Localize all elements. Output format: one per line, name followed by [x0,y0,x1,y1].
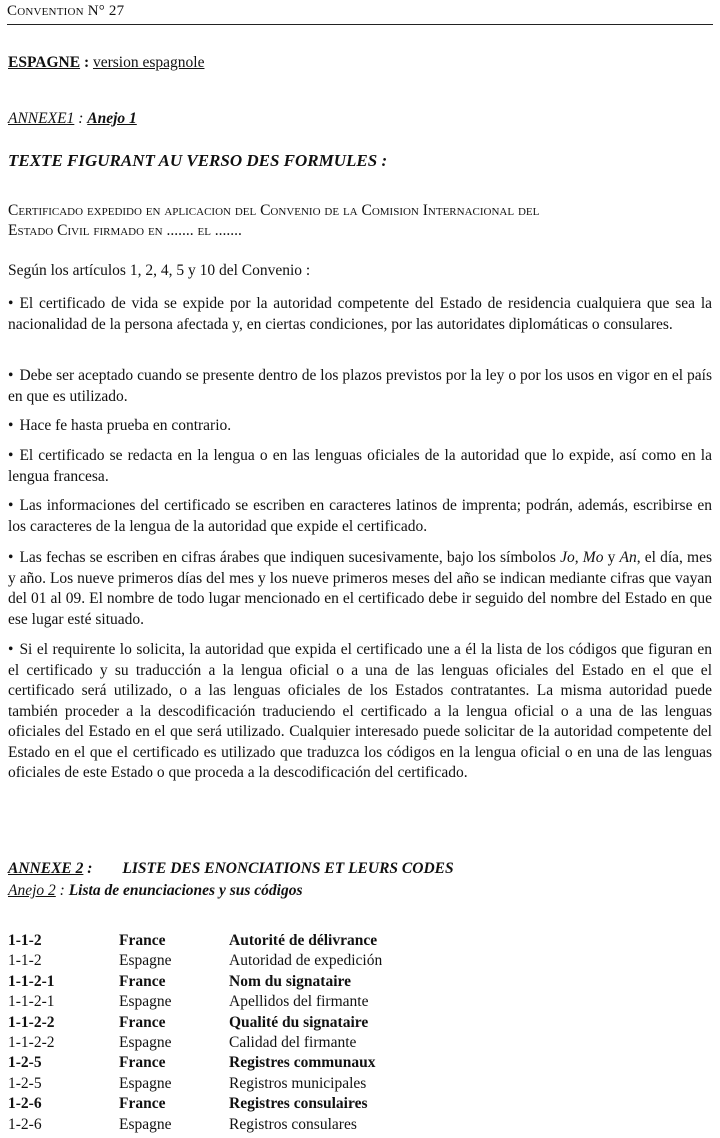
bullet-item [8,548,712,630]
bullet-text: Si el requirente lo solicita, la autoridad que expida el certificado une a él la lista de los códigos que figuran en el certificado y su traducción a la lengua oficial o a una de las lenguas oficiales del Estado en el que el certificado será utilizado, o a las lenguas oficiales de los Estados contratantes. La misma autoridad puede también proceder a la descodificación traduciendo el certificado a la lengua oficial o a una de las lenguas oficiales del Estado en el que será utilizado. Cualquier interesado puede solicitar de la autoridad competente del Estado en el que el certificado es utilizado que traduzca los códigos en la lengua oficial o en una de las lenguas oficiales de este Estado o que proceda a la descodificación del certificado. [8,641,712,781]
label-cell: Qualité du signataire [229,1013,369,1031]
country-cell: Espagne [119,993,172,1011]
section-version: version espagnole [92,54,205,71]
symbol-an: An [619,549,637,566]
annex1-spanish: Anejo 1 [87,110,137,127]
country-cell: Espagne [119,1074,172,1092]
section-separator: : [80,54,93,71]
bullet-item [8,496,712,537]
intro-text: Según los artículos 1, 2, 4, 5 y 10 del Convenio : [8,262,311,279]
code-cell: 1-1-2-2 [8,1013,55,1031]
bullet-icon: • [8,295,14,312]
annex2-spanish-title: Lista de enunciaciones y sus códigos [68,882,303,899]
bullet-icon: • [8,497,14,514]
table-row [8,973,712,993]
code-cell: 1-2-6 [8,1095,42,1113]
label-cell: Apellidos del firmante [229,993,369,1011]
country-cell: France [119,1054,166,1072]
bullet-icon: • [8,367,14,384]
bullet-icon: • [8,447,14,464]
annex2-heading [8,860,454,878]
symbol-mo: Mo [582,549,604,566]
bullet-text: Hace fe hasta prueba en contrario. [19,417,232,434]
table-row [8,1075,712,1095]
bullet-item [8,446,712,487]
label-cell: Autoridad de expedición [229,952,383,970]
annex2-title: LISTE DES ENONCIATIONS ET LEURS CODES [122,860,454,877]
label-cell: Autorité de délivrance [229,932,378,949]
table-row [8,1054,712,1074]
code-cell: 1-2-6 [8,1115,42,1133]
page-title: TEXTE FIGURANT AU VERSO DES FORMULES : [8,151,388,170]
certificate-title-line2: Estado Civil firmado en ....... el ....... [8,222,242,239]
country-cell: Espagne [119,1034,172,1051]
running-header [7,2,713,25]
country-cell: France [119,972,166,990]
code-cell: 1-1-2-1 [8,993,55,1011]
header-title: Convention N° 27 [7,3,125,19]
symbol-jo: Jo [560,549,575,566]
bullet-item [8,366,712,407]
table-row [8,993,712,1013]
table-row [8,1095,712,1115]
bullet-icon: • [8,417,14,434]
label-cell: Registres consulaires [229,1095,368,1113]
label-cell: Registres communaux [229,1054,376,1072]
label-cell: Nom du signataire [229,972,352,990]
annex1-label: ANNEXE1 [8,110,75,127]
bullet-text: y [603,549,620,566]
bullet-icon: • [8,641,14,658]
annex1-heading [8,110,137,128]
bullet-text: El certificado se redacta en la lengua o en las lenguas oficiales de la autoridad que lo expide, así como en la lengua francesa. [8,447,712,485]
annex2-spanish-separator: : [55,882,69,899]
table-row [8,952,712,972]
bullet-item [8,294,712,335]
label-cell: Calidad del firmante [229,1034,357,1051]
bullet-text: El certificado de vida se expide por la autoridad competente del Estado de residencia cualquiera que sea la nacionalidad de la persona afectada y, en ciertas condiciones, por las autoridates diplomáticas o consulares. [8,295,712,333]
code-cell: 1-1-2-1 [8,972,55,990]
code-cell: 1-1-2 [8,952,42,970]
bullet-text: Debe ser aceptado cuando se presente dentro de los plazos previstos por la ley o por los usos en vigor en el país en que es utilizado. [8,367,712,405]
country-cell: Espagne [119,952,172,970]
table-row [8,1116,712,1136]
bullet-text: Las informaciones del certificado se escriben en caracteres latinos de imprenta; podrán, además, escribirse en los caracteres de la lengua de la autoridad que expide el certificado. [8,497,712,535]
annex1-separator: : [74,110,88,127]
bullet-text: , el día, mes y año. Los nueve primeros días del mes y los nueve primeros meses del año se indican mediante cifras que vayan del 01 al 09. El nombre de todo lugar mencionado en el certificado debe ir seguido del nombre del Estado en que ese lugar esté situado. [8,549,713,628]
bullet-item [8,640,712,784]
table-row [8,1014,712,1034]
bullet-text: Las fechas se escriben en cifras árabes que indiquen sucesivamente, bajo los símbolos [19,549,561,566]
annex2-subheading [8,882,303,900]
code-cell: 1-2-5 [8,1054,42,1072]
code-cell: 1-1-2-2 [8,1034,55,1051]
bullet-icon: • [8,549,14,566]
code-cell: 1-1-2 [8,932,42,949]
country-cell: France [119,1013,166,1031]
table-row [8,932,712,952]
label-cell: Registros consulares [229,1115,357,1133]
bullet-item [8,416,712,437]
country-cell: France [119,1095,166,1113]
section-heading [8,54,204,72]
annex2-label: ANNEXE 2 [8,860,84,877]
annex2-separator: : [83,860,93,877]
country-cell: France [119,932,166,949]
bullet-text: , [574,549,583,566]
table-row [8,1034,712,1054]
section-country: ESPAGNE [8,54,81,71]
label-cell: Registros municipales [229,1074,367,1092]
code-cell: 1-2-5 [8,1074,42,1092]
certificate-title-line1: Certificado expedido en aplicacion del Convenio de la Comision Internacional del [8,202,540,219]
country-cell: Espagne [119,1115,172,1133]
annex2-spanish-label: Anejo 2 [8,882,56,899]
